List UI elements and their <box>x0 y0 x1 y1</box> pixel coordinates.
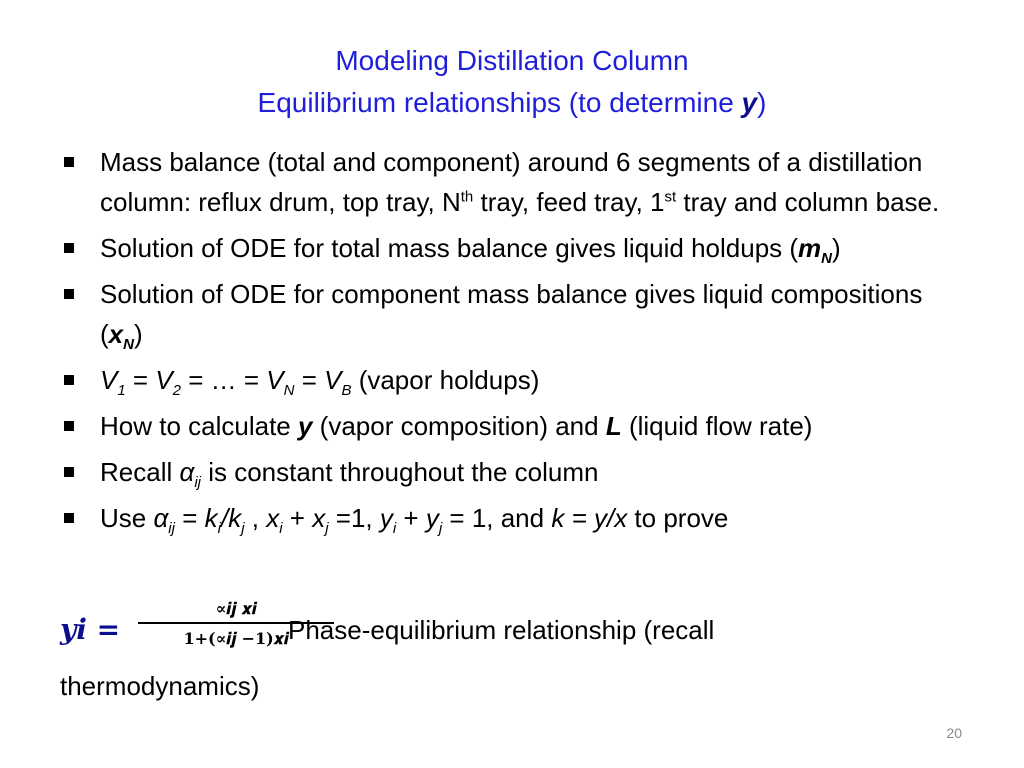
slide-title <box>0 40 1024 124</box>
bullet-square-icon <box>64 375 74 385</box>
bullet-square-icon <box>64 467 74 477</box>
equation-caption-continued: thermodynamics) <box>60 671 260 701</box>
equation-denominator: 𝟏+(∝𝒊𝒋 −𝟏)𝒙𝒊 <box>183 629 289 648</box>
title-line-1: Modeling Distillation Column <box>335 45 689 76</box>
bullet-total-mass-ode: Solution of ODE for total mass balance gives liquid holdups $(m_N)$ <box>60 228 960 268</box>
page-number: 20 <box>946 725 962 741</box>
equation-caption: Phase-equilibrium relationship (recall <box>288 615 715 645</box>
bullet-component-mass-ode: Solution of ODE for component mass balance gives liquid compositions $(x_N)$ <box>60 274 960 354</box>
bullet-recall-alpha: Recall $\alpha_{ij}$ is constant throughout the column <box>60 452 960 492</box>
bullet-calculate-y-l: How to calculate y (vapor composition) and L (liquid flow rate) <box>60 406 960 446</box>
bullet-mass-balance: Mass balance (total and component) around 6 segments of a distillation column: reflux drum, top tray, $N^{th}$ tray, feed tray, 1st tray and column base. <box>60 142 960 222</box>
bullet-square-icon <box>64 289 74 299</box>
equation-lhs: 𝒚𝒊 = <box>60 613 121 646</box>
bullet-square-icon <box>64 421 74 431</box>
bullet-list <box>60 142 960 544</box>
equation-numerator: ∝𝒊𝒋 𝒙𝒊 <box>215 599 257 618</box>
bullet-square-icon <box>64 243 74 253</box>
bullet-square-icon <box>64 157 74 167</box>
bullet-use-alpha-prove: Use $\alpha_{ij} = k_i/k_j$ , $x_i + x_j =1$, $y_i + y_j = 1$, and k = y/x to prove <box>60 498 960 538</box>
title-line-2: Equilibrium relationships (to determine y) <box>257 87 767 118</box>
bullet-vapor-holdups: $V_1 = V_2$ = … = $V_N = V_B$ (vapor holdups) <box>60 360 960 400</box>
bullet-square-icon <box>64 513 74 523</box>
